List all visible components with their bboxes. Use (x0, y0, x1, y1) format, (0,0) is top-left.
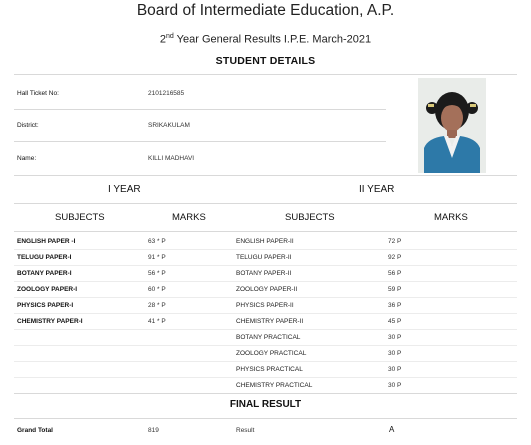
divider (14, 231, 517, 232)
marks-row (14, 250, 517, 266)
year2-marks: 36 P (388, 302, 402, 309)
final-result-heading: FINAL RESULT (229, 399, 302, 410)
marks-row (14, 362, 517, 378)
year1-subject: CHEMISTRY PAPER-I (17, 318, 83, 325)
district-label: District: (17, 122, 39, 129)
year1-marks: 28 * P (148, 302, 166, 309)
marks-row (14, 346, 517, 362)
board-title: Board of Intermediate Education, A.P. (136, 2, 395, 19)
divider (14, 345, 517, 346)
year2-marks: 45 P (388, 318, 402, 325)
year1-marks: 41 * P (148, 318, 166, 325)
year2-marks: 30 P (388, 366, 402, 373)
divider (14, 203, 517, 204)
divider (14, 297, 517, 298)
year2-subject: ENGLISH PAPER-II (236, 238, 294, 245)
hall-ticket-value: 2101216585 (148, 90, 185, 97)
divider (14, 141, 386, 142)
result-label: Result (236, 427, 255, 434)
marks-row (14, 282, 517, 298)
hall-ticket-label: Hall Ticket No: (17, 90, 59, 97)
divider (14, 361, 517, 362)
name-label: Name: (17, 155, 37, 162)
divider (14, 418, 517, 419)
divider (14, 377, 517, 378)
year2-subject: ZOOLOGY PRACTICAL (236, 350, 307, 357)
year1-marks: 63 * P (148, 238, 166, 245)
name-value: KILLI MADHAVI (148, 155, 195, 162)
divider (14, 265, 517, 266)
year1-subject: PHYSICS PAPER-I (17, 302, 74, 309)
results-title-sup: nd (166, 33, 174, 40)
year2-subject: PHYSICS PRACTICAL (236, 366, 303, 373)
divider (14, 281, 517, 282)
divider (14, 313, 517, 314)
year1-marks: 91 * P (148, 254, 166, 261)
col-marks-year1: MARKS (172, 212, 206, 223)
grand-total-label: Grand Total (17, 427, 53, 434)
divider (14, 329, 517, 330)
result-value: A (389, 425, 395, 434)
divider (14, 74, 517, 75)
student-details-heading: STUDENT DETAILS (215, 55, 316, 67)
year1-subject: TELUGU PAPER-I (17, 254, 72, 261)
col-marks-year2: MARKS (434, 212, 468, 223)
year1-subject: BOTANY PAPER-I (17, 270, 72, 277)
results-title-rest: Year General Results I.P.E. March-2021 (173, 33, 372, 46)
district-value: SRIKAKULAM (148, 122, 190, 129)
results-title (0, 33, 531, 46)
year2-marks: 59 P (388, 286, 402, 293)
marks-row (14, 234, 517, 250)
divider (14, 249, 517, 250)
marks-row (14, 330, 517, 346)
year1-subject: ZOOLOGY PAPER-I (17, 286, 78, 293)
year2-marks: 30 P (388, 350, 402, 357)
year2-subject: ZOOLOGY PAPER-II (236, 286, 298, 293)
divider (14, 175, 517, 176)
year2-heading: II YEAR (359, 184, 395, 195)
results-title-prefix: 2 (159, 33, 167, 46)
year2-subject: PHYSICS PAPER-II (236, 302, 294, 309)
year1-marks: 56 * P (148, 270, 166, 277)
divider (14, 393, 517, 394)
year1-subject: ENGLISH PAPER -I (17, 238, 76, 245)
year2-marks: 30 P (388, 334, 402, 341)
year2-subject: BOTANY PRACTICAL (236, 334, 301, 341)
year2-subject: CHEMISTRY PRACTICAL (236, 382, 313, 389)
year2-subject: BOTANY PAPER-II (236, 270, 292, 277)
col-subjects-year1: SUBJECTS (55, 212, 105, 223)
marks-row (14, 298, 517, 314)
marks-row (14, 378, 517, 394)
year2-marks: 56 P (388, 270, 402, 277)
marks-row (14, 314, 517, 330)
year2-subject: TELUGU PAPER-II (236, 254, 292, 261)
year1-heading: I YEAR (108, 184, 141, 195)
divider (14, 109, 386, 110)
col-subjects-year2: SUBJECTS (285, 212, 335, 223)
student-photo (418, 78, 486, 173)
year2-subject: CHEMISTRY PAPER-II (236, 318, 304, 325)
year1-marks: 60 * P (148, 286, 166, 293)
year2-marks: 92 P (388, 254, 402, 261)
year2-marks: 30 P (388, 382, 402, 389)
year2-marks: 72 P (388, 238, 402, 245)
grand-total-value: 819 (148, 427, 159, 434)
marks-row (14, 266, 517, 282)
